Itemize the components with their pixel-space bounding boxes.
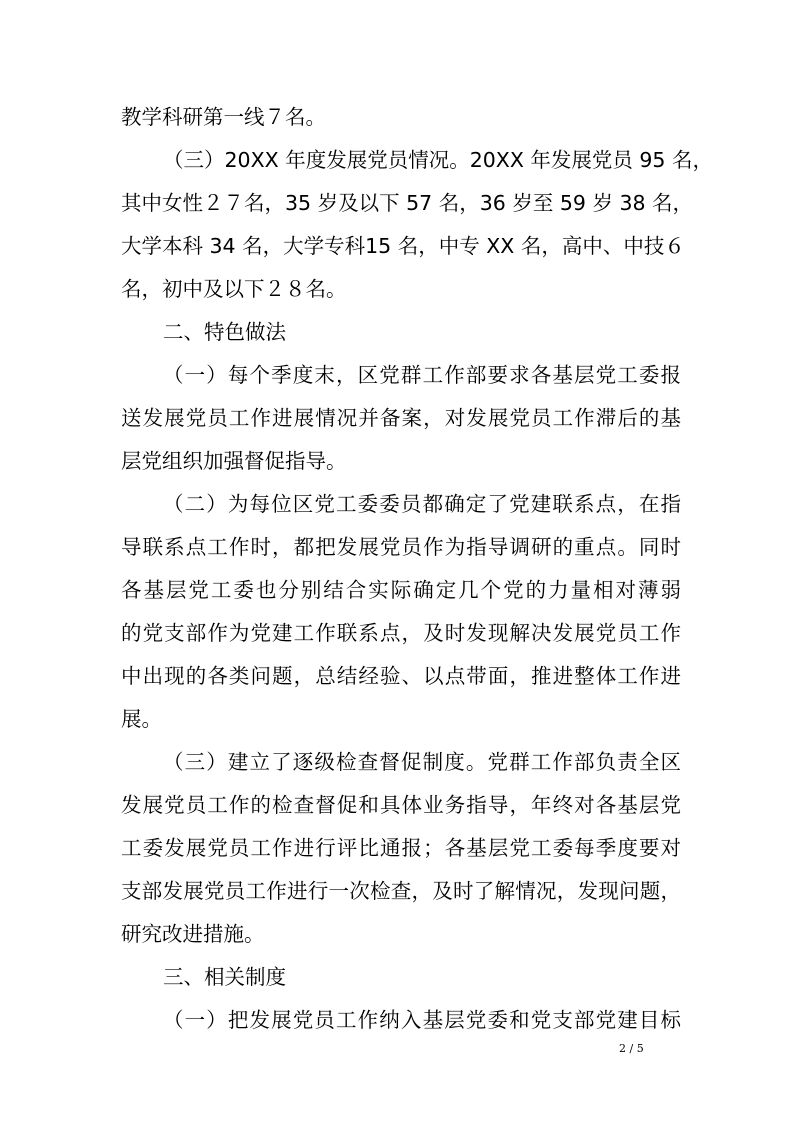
text-line: 送发展党员工作进展情况并备案，对发展党员工作滞后的基: [121, 406, 681, 430]
text-line: 中出现的各类问题，总结经验、以点带面，推进整体工作进: [121, 664, 681, 688]
text-line: （三）建立了逐级检查督促制度。党群工作部负责全区: [163, 750, 681, 774]
text-line: 层党组织加强督促指导。: [121, 449, 347, 473]
text-line: （二）为每位区党工委委员都确定了党建联系点，在指: [163, 492, 681, 516]
text-line: 展。: [121, 707, 162, 731]
page-number: 2 / 5: [619, 1042, 644, 1055]
text-line: （一）每个季度末，区党群工作部要求各基层党工委报: [163, 363, 681, 387]
section-heading: 三、相关制度: [163, 965, 286, 989]
text-line: 大学本科 34 名，大学专科15 名，中专 XX 名，高中、中技６: [121, 234, 685, 258]
text-line: 工委发展党员工作进行评比通报；各基层党工委每季度要对: [121, 836, 681, 860]
text-line: 教学科研第一线７名。: [121, 105, 326, 129]
text-line: 研究改进措施。: [121, 922, 265, 946]
text-line: 发展党员工作的检查督促和具体业务指导，年终对各基层党: [121, 793, 681, 817]
text-line: 的党支部作为党建工作联系点，及时发现解决发展党员工作: [121, 621, 681, 645]
text-line: 名，初中及以下２８名。: [121, 277, 347, 301]
text-line: 其中女性２７名，35 岁及以下 57 名，36 岁至 59 岁 38 名，: [121, 191, 694, 215]
text-line: （一）把发展党员工作纳入基层党委和党支部党建目标: [163, 1008, 681, 1032]
section-heading: 二、特色做法: [163, 320, 286, 344]
text-line: 导联系点工作时，都把发展党员作为指导调研的重点。同时: [121, 535, 681, 559]
text-line: 支部发展党员工作进行一次检查，及时了解情况，发现问题，: [121, 879, 681, 903]
text-line: （三）20XX 年度发展党员情况。20XX 年发展党员 95 名，: [163, 148, 713, 172]
text-line: 各基层党工委也分别结合实际确定几个党的力量相对薄弱: [121, 578, 681, 602]
